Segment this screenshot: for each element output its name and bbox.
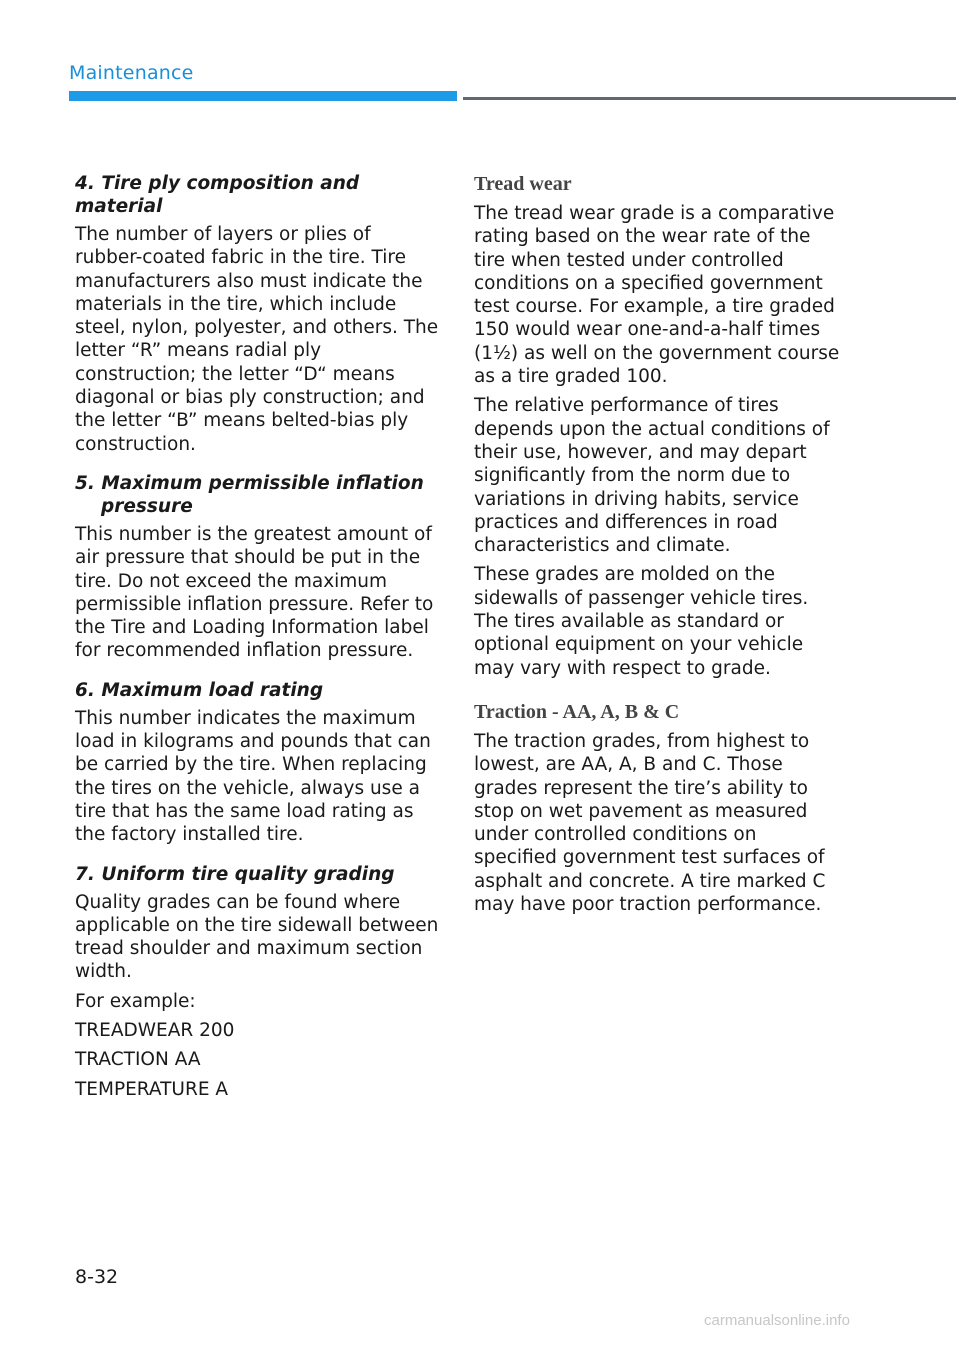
text-example-intro: For example:: [75, 990, 196, 1012]
text-ply-composition: The number of layers or plies of rubber-coated fabric in the tire. Tire manufacturers also must indicate the materials in the tire, which include steel, nylon, polyester, and others. The letter “R” means radial ply construction; the letter “D“ means diagonal or bias ply construction; and the letter “B” means belted-bias ply construction.: [75, 224, 439, 455]
text-max-inflation: This number is the greatest amount of air pressure that should be put in the tire. Do not exceed the maximum permissible inflation pressure. Refer to the Tire and Loading Information label for recommended inflation pressure.: [75, 523, 434, 662]
right-column: [474, 172, 840, 922]
page-number: 8-32: [75, 1266, 119, 1288]
text-example-traction: TRACTION AA: [75, 1049, 201, 1071]
heading-ply-composition: 4. Tire ply composition and material: [75, 173, 360, 217]
heading-traction: Traction - AA, A, B & C: [474, 700, 680, 723]
header-rule: [463, 97, 956, 100]
text-traction: The traction grades, from highest to lowest, are AA, A, B and C. Those grades represent the tire’s ability to stop on wet pavement as measured under controlled conditions on specified government test surfaces of asphalt and concrete. A tire marked C may have poor traction performance.: [474, 730, 826, 916]
heading-max-inflation: 5. Maximum permissible inflation pressure: [75, 472, 424, 517]
section-title: Maintenance: [69, 62, 194, 84]
text-example-temperature: TEMPERATURE A: [75, 1078, 229, 1100]
left-column: [75, 172, 443, 1107]
text-max-load: This number indicates the maximum load in kilograms and pounds that can be carried by the tire. When replacing the tires on the vehicle, always use a tire that has the same load rating as the factory installed tire.: [75, 707, 431, 846]
heading-quality-grading: 7. Uniform tire quality grading: [75, 863, 395, 885]
header-rule-accent: [69, 91, 457, 101]
watermark: carmanualsonline.info: [704, 1312, 850, 1329]
text-tread-wear-1: The tread wear grade is a comparative rating based on the wear rate of the tire when tested under controlled conditions on a specified government test course. For example, a tire graded 150 would wear one-and-a-half times (1½) as well on the government course as a tire graded 100.: [474, 203, 840, 388]
text-tread-wear-2: The relative performance of tires depends upon the actual conditions of their use, however, and may depart significantly from the norm due to variations in driving habits, service practices and differences in road characteristics and climate.: [474, 395, 830, 557]
heading-max-load: 6. Maximum load rating: [75, 679, 324, 701]
heading-tread-wear: Tread wear: [474, 173, 572, 195]
text-example-treadwear: TREADWEAR 200: [75, 1020, 235, 1042]
text-quality-grading: Quality grades can be found where applicable on the tire sidewall between tread shoulder and maximum section width.: [75, 891, 439, 983]
text-tread-wear-3: These grades are molded on the sidewalls of passenger vehicle tires. The tires available as standard or optional equipment on your vehicle may vary with respect to grade.: [474, 564, 809, 679]
